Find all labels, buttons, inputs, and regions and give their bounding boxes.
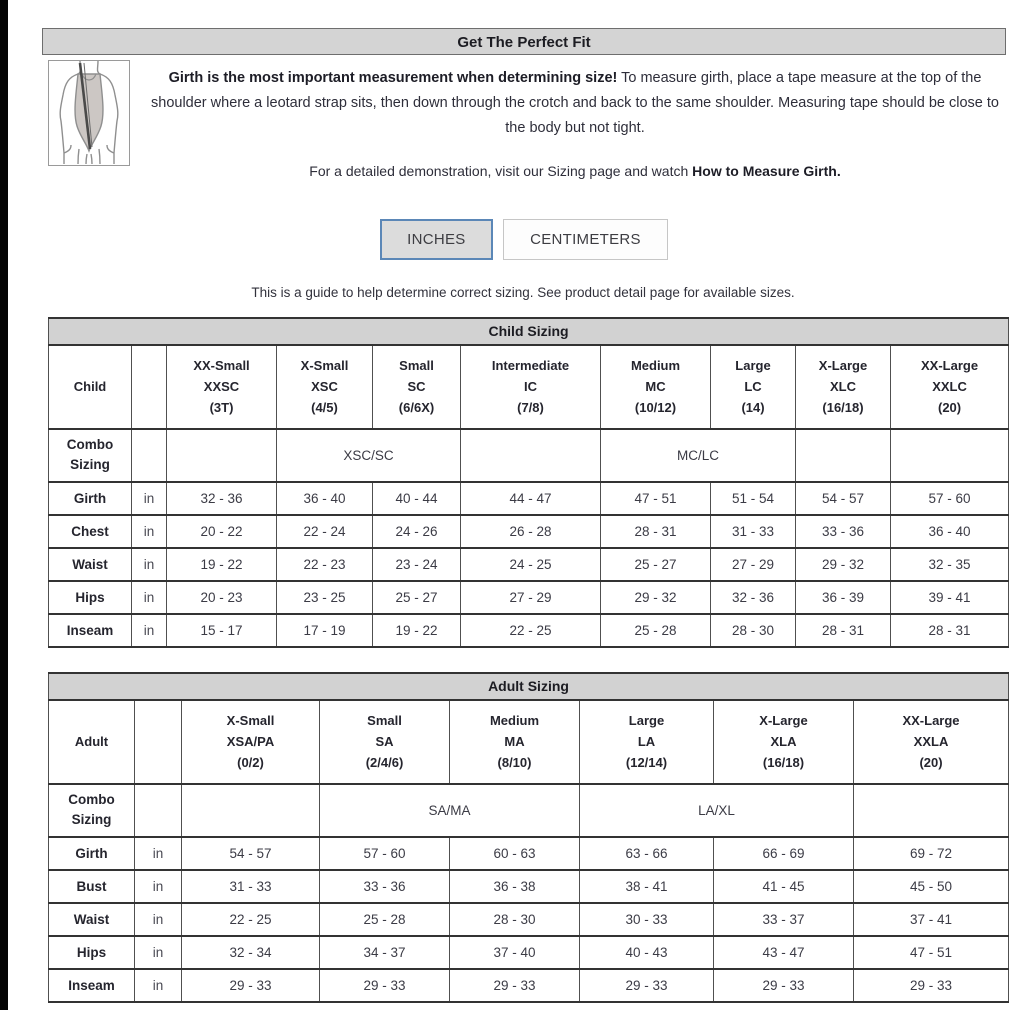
measurement-label: Hips xyxy=(49,936,135,969)
table-row xyxy=(49,936,1009,969)
child-size-column-header: Small SC (6/6X) xyxy=(373,345,461,429)
table-row xyxy=(49,903,1009,936)
measurement-value-cell: 32 - 36 xyxy=(711,581,796,614)
measurement-label: Girth xyxy=(49,837,135,870)
measurement-value-cell: 24 - 26 xyxy=(373,515,461,548)
measurement-value-cell: 23 - 24 xyxy=(373,548,461,581)
sizing-guide-note: This is a guide to help determine correct sizing. See product detail page for available sizes. xyxy=(251,284,795,300)
combo-size-cell xyxy=(796,429,891,482)
measurement-value-cell: 27 - 29 xyxy=(461,581,601,614)
child-size-column-header: Intermediate IC (7/8) xyxy=(461,345,601,429)
centimeters-button[interactable]: CENTIMETERS xyxy=(503,219,668,260)
measurement-value-cell: 33 - 37 xyxy=(714,903,854,936)
measurement-value-cell: 20 - 23 xyxy=(167,581,277,614)
adult-group-label: Adult xyxy=(49,700,135,784)
measurement-value-cell: 15 - 17 xyxy=(167,614,277,647)
measurement-value-cell: 54 - 57 xyxy=(182,837,320,870)
unit-cell: in xyxy=(132,614,167,647)
unit-cell: in xyxy=(135,903,182,936)
unit-cell: in xyxy=(135,969,182,1002)
measurement-label: Waist xyxy=(49,903,135,936)
combo-size-cell: XSC/SC xyxy=(277,429,461,482)
combo-sizing-label: Combo Sizing xyxy=(49,429,132,482)
measurement-value-cell: 33 - 36 xyxy=(320,870,450,903)
unit-cell: in xyxy=(135,837,182,870)
child-size-column-header: XX-Small XXSC (3T) xyxy=(167,345,277,429)
measurement-value-cell: 20 - 22 xyxy=(167,515,277,548)
measurement-value-cell: 22 - 25 xyxy=(461,614,601,647)
measurement-value-cell: 28 - 31 xyxy=(601,515,711,548)
measurement-value-cell: 33 - 36 xyxy=(796,515,891,548)
measurement-value-cell: 29 - 33 xyxy=(450,969,580,1002)
measurement-value-cell: 29 - 33 xyxy=(714,969,854,1002)
measurement-value-cell: 37 - 41 xyxy=(854,903,1009,936)
measurement-value-cell: 25 - 28 xyxy=(320,903,450,936)
adult-size-column-header: X-Small XSA/PA (0/2) xyxy=(182,700,320,784)
page-left-edge xyxy=(0,0,8,1010)
combo-size-cell: LA/XL xyxy=(580,784,854,837)
measurement-value-cell: 29 - 33 xyxy=(854,969,1009,1002)
measurement-value-cell: 28 - 30 xyxy=(711,614,796,647)
measurement-value-cell: 27 - 29 xyxy=(711,548,796,581)
intro-rest-text: To measure girth, place a tape measure at the top of the shoulder where a leotard strap sits, then down through the crotch and back to the same shoulder. Measuring tape should be close to the body but not tight. xyxy=(151,70,999,136)
table-row xyxy=(49,581,1009,614)
combo-size-cell xyxy=(854,784,1009,837)
child-size-column-header: XX-Large XXLC (20) xyxy=(891,345,1009,429)
measurement-value-cell: 47 - 51 xyxy=(854,936,1009,969)
measurement-value-cell: 22 - 25 xyxy=(182,903,320,936)
leotard-girth-diagram-icon xyxy=(48,60,130,166)
measurement-value-cell: 29 - 33 xyxy=(580,969,714,1002)
measurement-value-cell: 24 - 25 xyxy=(461,548,601,581)
combo-size-cell: MC/LC xyxy=(601,429,796,482)
measurement-label: Hips xyxy=(49,581,132,614)
measurement-value-cell: 57 - 60 xyxy=(891,482,1009,515)
measurement-value-cell: 31 - 33 xyxy=(182,870,320,903)
table-row xyxy=(49,515,1009,548)
measurement-value-cell: 32 - 34 xyxy=(182,936,320,969)
demo-prefix-text: For a detailed demonstration, visit our Sizing page and watch xyxy=(309,162,693,179)
measurement-value-cell: 28 - 30 xyxy=(450,903,580,936)
inches-button[interactable]: INCHES xyxy=(380,219,492,260)
measurement-value-cell: 47 - 51 xyxy=(601,482,711,515)
unit-cell: in xyxy=(132,548,167,581)
measurement-value-cell: 31 - 33 xyxy=(711,515,796,548)
unit-cell: in xyxy=(132,515,167,548)
girth-info-section xyxy=(48,60,1008,179)
measurement-value-cell: 25 - 28 xyxy=(601,614,711,647)
table-row xyxy=(49,482,1009,515)
combo-sizing-label: Combo Sizing xyxy=(49,784,135,837)
adult-table-title: Adult Sizing xyxy=(49,673,1009,700)
combo-unit-cell xyxy=(132,429,167,482)
table-row xyxy=(49,837,1009,870)
child-size-column-header: Medium MC (10/12) xyxy=(601,345,711,429)
measurement-value-cell: 66 - 69 xyxy=(714,837,854,870)
intro-bold-text: Girth is the most important measurement when determining size! xyxy=(168,70,618,86)
measurement-value-cell: 51 - 54 xyxy=(711,482,796,515)
unit-column-header xyxy=(135,700,182,784)
combo-size-cell xyxy=(167,429,277,482)
measurement-value-cell: 29 - 33 xyxy=(320,969,450,1002)
combo-size-cell xyxy=(461,429,601,482)
measurement-label: Waist xyxy=(49,548,132,581)
measurement-value-cell: 32 - 36 xyxy=(167,482,277,515)
adult-size-column-header: Large LA (12/14) xyxy=(580,700,714,784)
child-table-title: Child Sizing xyxy=(49,318,1009,345)
measurement-value-cell: 19 - 22 xyxy=(373,614,461,647)
unit-toggle xyxy=(8,219,1010,260)
measurement-value-cell: 36 - 40 xyxy=(277,482,373,515)
measurement-label: Girth xyxy=(49,482,132,515)
child-group-label: Child xyxy=(49,345,132,429)
measurement-value-cell: 54 - 57 xyxy=(796,482,891,515)
size-guide-page xyxy=(8,0,1010,1003)
measurement-value-cell: 32 - 35 xyxy=(891,548,1009,581)
measurement-value-cell: 25 - 27 xyxy=(373,581,461,614)
table-row xyxy=(49,969,1009,1002)
adult-size-column-header: XX-Large XXLA (20) xyxy=(854,700,1009,784)
measurement-label: Chest xyxy=(49,515,132,548)
measurement-value-cell: 36 - 39 xyxy=(796,581,891,614)
measurement-value-cell: 17 - 19 xyxy=(277,614,373,647)
measurement-value-cell: 29 - 32 xyxy=(601,581,711,614)
intro-paragraph xyxy=(142,66,1008,141)
adult-size-column-header: Medium MA (8/10) xyxy=(450,700,580,784)
demo-line xyxy=(142,163,1008,179)
measurement-value-cell: 41 - 45 xyxy=(714,870,854,903)
measurement-value-cell: 25 - 27 xyxy=(601,548,711,581)
child-size-column-header: Large LC (14) xyxy=(711,345,796,429)
demo-bold-text: How to Measure Girth. xyxy=(692,162,841,179)
measurement-value-cell: 43 - 47 xyxy=(714,936,854,969)
measurement-value-cell: 28 - 31 xyxy=(796,614,891,647)
measurement-value-cell: 19 - 22 xyxy=(167,548,277,581)
measurement-value-cell: 44 - 47 xyxy=(461,482,601,515)
measurement-value-cell: 29 - 33 xyxy=(182,969,320,1002)
measurement-value-cell: 45 - 50 xyxy=(854,870,1009,903)
measurement-value-cell: 63 - 66 xyxy=(580,837,714,870)
adult-size-column-header: Small SA (2/4/6) xyxy=(320,700,450,784)
combo-unit-cell xyxy=(135,784,182,837)
measurement-value-cell: 37 - 40 xyxy=(450,936,580,969)
measurement-value-cell: 23 - 25 xyxy=(277,581,373,614)
combo-size-cell: SA/MA xyxy=(320,784,580,837)
unit-cell: in xyxy=(135,870,182,903)
measurement-value-cell: 36 - 38 xyxy=(450,870,580,903)
measurement-value-cell: 34 - 37 xyxy=(320,936,450,969)
measurement-value-cell: 40 - 44 xyxy=(373,482,461,515)
unit-column-header xyxy=(132,345,167,429)
measurement-value-cell: 22 - 24 xyxy=(277,515,373,548)
unit-cell: in xyxy=(132,581,167,614)
table-row xyxy=(49,548,1009,581)
unit-cell: in xyxy=(135,936,182,969)
measurement-value-cell: 22 - 23 xyxy=(277,548,373,581)
unit-cell: in xyxy=(132,482,167,515)
page-title: Get The Perfect Fit xyxy=(42,28,1006,55)
measurement-label: Bust xyxy=(49,870,135,903)
measurement-value-cell: 36 - 40 xyxy=(891,515,1009,548)
child-sizing-table xyxy=(48,317,1009,648)
girth-instructions xyxy=(142,60,1008,179)
measurement-value-cell: 29 - 32 xyxy=(796,548,891,581)
measurement-value-cell: 26 - 28 xyxy=(461,515,601,548)
table-row xyxy=(49,870,1009,903)
measurement-label: Inseam xyxy=(49,969,135,1002)
measurement-label: Inseam xyxy=(49,614,132,647)
combo-size-cell xyxy=(182,784,320,837)
measurement-value-cell: 38 - 41 xyxy=(580,870,714,903)
child-size-column-header: X-Large XLC (16/18) xyxy=(796,345,891,429)
adult-sizing-table xyxy=(48,672,1009,1003)
child-size-column-header: X-Small XSC (4/5) xyxy=(277,345,373,429)
measurement-value-cell: 40 - 43 xyxy=(580,936,714,969)
measurement-value-cell: 69 - 72 xyxy=(854,837,1009,870)
adult-size-column-header: X-Large XLA (16/18) xyxy=(714,700,854,784)
measurement-value-cell: 60 - 63 xyxy=(450,837,580,870)
measurement-value-cell: 39 - 41 xyxy=(891,581,1009,614)
measurement-value-cell: 57 - 60 xyxy=(320,837,450,870)
table-row xyxy=(49,614,1009,647)
measurement-value-cell: 30 - 33 xyxy=(580,903,714,936)
measurement-value-cell: 28 - 31 xyxy=(891,614,1009,647)
combo-size-cell xyxy=(891,429,1009,482)
